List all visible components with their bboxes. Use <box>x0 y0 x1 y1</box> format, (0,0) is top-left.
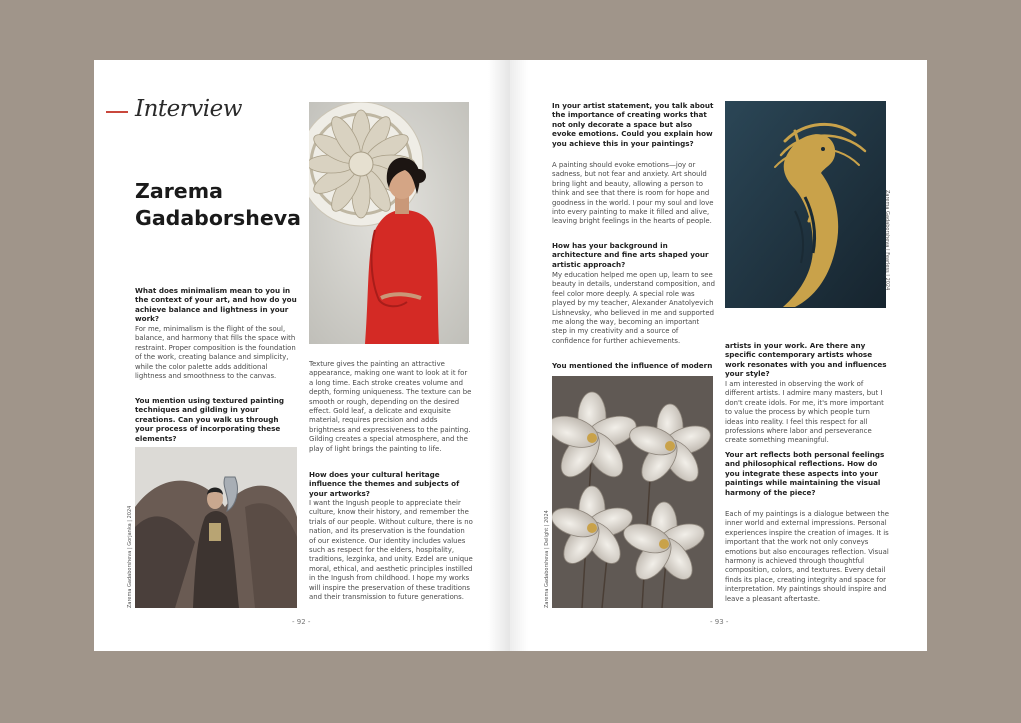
gutter-shadow-right <box>510 60 528 651</box>
right-page <box>510 60 927 651</box>
caption-delight: Zarema Gadaborsheva | Delight | 2024 <box>544 510 550 608</box>
answer-texture: Texture gives the painting an attractive appearance, making one want to look at it for a long time. Each stroke creates volume and depth, forming uniqueness. The texture can be smooth or rough, depending on the desired effect. Gold leaf, a delicate and exquisite material, requires precision and adds brightness and expressiveness to the painting. Gilding creates a special atmosphere, and the play of light brings the painting to life. <box>309 360 472 453</box>
answer-reflections: Each of my paintings is a dialogue between the inner world and external impressions. Personal experiences inspire the creation of images. It is important that the work not only conveys emotions but also encourages reflection. Visual harmony is achieved through thoughtful composition, colors, and textures. Every detail finds its place, creating integrity and space for interpretation. My paintings should inspire and leave a pleasant aftertaste. <box>725 510 889 603</box>
question-modern-start: You mentioned the influence of modern <box>552 361 713 370</box>
question-heritage: How does your cultural heritage influence the themes and subjects of your artworks? <box>309 470 460 498</box>
title-rule <box>106 111 128 113</box>
left-page <box>94 60 510 651</box>
answer-minimalism: For me, minimalism is the flight of the soul, balance, and harmony that fills the space with restraint. Proper composition is the foundation of the work, creating balance and simplicity, while the color palette adds additional lightness and smoothness to the canvas. <box>135 325 296 381</box>
answer-architecture: My education helped me open up, learn to see beauty in details, understand composition, and feel color more deeply. A special role was played by my teacher, Alexander Anatolyevich Lishnevsky, who believed in me and supported me along the way, becoming an important step in my creativity and a source of confidence for further achievements. <box>552 271 715 345</box>
question-minimalism: What does minimalism mean to you in the context of your art, and how do you achieve balance and lightness in your work? <box>135 286 297 324</box>
painting-delight-flowers <box>552 376 713 608</box>
painting-fearless-horse <box>725 101 886 308</box>
question-modern-end: artists in your work. Are there any specific contemporary artists whose work resonates with you and influences your style? <box>725 341 887 379</box>
artist-first-name: Zarema <box>135 179 223 203</box>
answer-modern: I am interested in observing the work of different artists. I admire many masters, but I don't create idols. For me, it's more important to value the process by which people turn ideas into reality. I feel this respect for all professions where labor and perseverance create something meaningful. <box>725 380 884 445</box>
question-emotions: In your artist statement, you talk about the importance of creating works that not only decorate a space but also evoke emotions. Could you explain how you achieve this in your paintings? <box>552 101 714 148</box>
section-title: Interview <box>135 96 242 122</box>
artist-portrait-photo <box>309 102 469 344</box>
page-number-left: - 92 - <box>292 618 311 626</box>
gutter-shadow-left <box>488 60 510 651</box>
page-number-right: - 93 - <box>710 618 729 626</box>
artist-last-name: Gadaborsheva <box>135 206 301 230</box>
artist-name <box>135 178 305 232</box>
caption-gorjanka: Zarema Gadaborsheva | Gorjanka | 2024 <box>127 505 133 608</box>
answer-emotions: A painting should evoke emotions—joy or sadness, but not fear and anxiety. Art should bring light and beauty, allowing a person to think and see that there is room for hope and goodness in the world. I pour my soul and love into every painting to make it filled and alive, leaving bright feelings in the hearts of people. <box>552 161 714 226</box>
question-architecture: How has your background in architecture and fine arts shaped your artistic approach? <box>552 241 709 269</box>
answer-heritage: I want the Ingush people to appreciate their culture, know their history, and remember the trials of our people. Without culture, there is no nation, and its preservation is the foundation of our existence. Our identity includes values such as respect for the elders, hospitality, traditions, lezginka, and unity. Ezdel are unique moral, ethical, and aesthetic principles instilled in the Ingush from childhood. I hope my works will inspire the preservation of these traditions and their transmission to future generations. <box>309 499 473 602</box>
caption-fearless: Zarema Gadaborsheva | Fearless | 2024 <box>884 190 890 291</box>
question-reflections: Your art reflects both personal feelings and philosophical reflections. How do you integrate these aspects into your paintings while maintaining the visual harmony of the piece? <box>725 450 885 497</box>
question-texture: You mention using textured painting techniques and gilding in your creations. Can you walk us through your process of incorporating these elements? <box>135 396 284 443</box>
painting-gorjanka <box>135 447 297 608</box>
